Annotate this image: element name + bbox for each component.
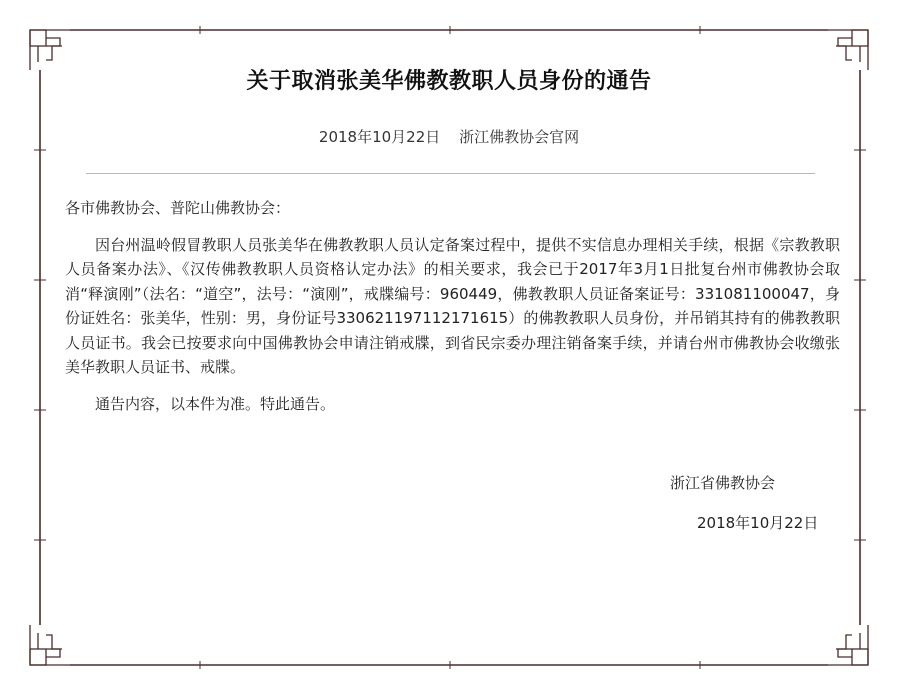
signature-organization: 浙江省佛教协会: [670, 474, 776, 492]
notice-body: [65, 196, 840, 428]
page-title: 关于取消张美华佛教教职人员身份的通告: [246, 69, 652, 94]
publish-source: 浙江佛教协会官网: [459, 128, 580, 146]
header-divider: [86, 173, 815, 174]
body-paragraph-main: 因台州温岭假冒教职人员张美华在佛教教职人员认定备案过程中，提供不实信息办理相关手续，根据《宗教教职人员备案办法》、《汉传佛教教职人员资格认定办法》的相关要求，我会已于2017年3月1日批复台州市佛教协会取消“释演刚”（法名：“道空”，法号：“演刚”，戒牒编号：960449，佛教教职人员证备案证号：331081100047，身份证姓名：张美华，性别：男，身份证号330621197112171615）的佛教教职人员身份，并吊销其持有的佛教教职人员证书。我会已按要求向中国佛教协会申请注销戒牒，到省民宗委办理注销备案手续，并请台州市佛教协会收缴张美华教职人员证书、戒牒。: [65, 235, 840, 376]
salutation: 各市佛教协会、普陀山佛教协会：: [65, 199, 291, 217]
body-paragraph-closing: 通告内容，以本件为准。特此通告。: [95, 394, 336, 413]
publish-date: 2018年10月22日: [318, 128, 441, 146]
signature-date: 2018年10月22日: [697, 514, 819, 532]
publish-meta: [0, 126, 898, 147]
